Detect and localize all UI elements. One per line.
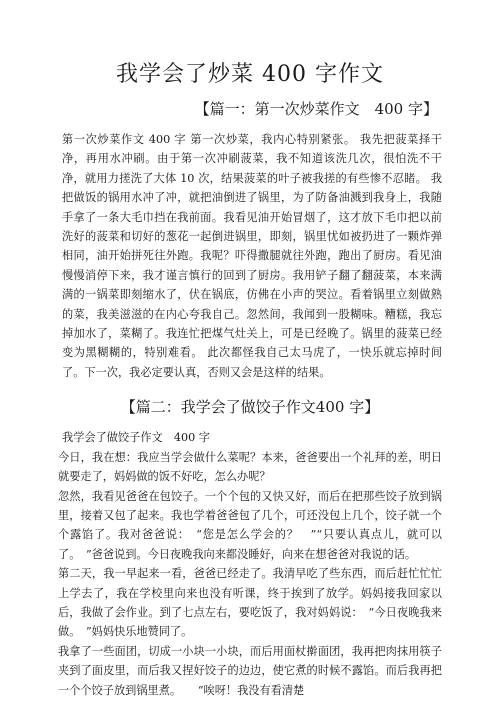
section2-paragraph-5: 我拿了一些面团，切成一小块一小块，而后用面杖擀面团，我再把肉抹用筷子夹到了面皮里，而后我又捏好饺子的边边，使它煮的时候不露馅。而后我再把一个个饺子放到锅里煮。 “唉呀！我没有看清楚: [58, 644, 442, 697]
document-title: 我学会了炒菜 400 字作文: [116, 62, 384, 87]
section1-paragraph: 第一次炒菜作文 400 字 第一次炒菜，我内心特别紧张。 我先把菠菜择干净，再用水冲刷。由于第一次冲刷菠菜，我不知道该洗几次，很怕洗不干净，就用力搓洗了大体 10 次，结果菠菜的叶子被我搓的有些惨不忍睹。 我把做饭的锅用水冲了冲，就把油倒进了锅里，为了防备油溅到我身上，我随手拿了一条大毛巾挡在我前面。我看见油开始冒烟了，这才放下毛巾把以前洗好的菠菜和切好的葱花一起倒进锅里，即刻，锅里忧如被扔进了一颗炸弹相同，油开始拼死往外跑。我呢？吓得撒腿就往外跑，跑出了厨房。看见油慢慢消停下来，我才谨言慎行的回到了厨房。我用铲子翻了翻菠菜，本来满满的一锅菜即刻缩水了，伏在锅底，仿佛在小声的哭泣。看着锅里立刻做熟的菜，我美滋滋的在内心夸我自己。忽然间，我闻到一股糊味。糟糕，我忘掉加水了，菜糊了。我连忙把煤气灶关上，可是已经晚了。锅里的菠菜已经变为黑糊糊的，特别难看。 此次都怪我自己太马虎了，一快乐就忘掉时间了。下一次，我必定要认真，否则又会是这样的结果。: [62, 133, 442, 379]
section2-heading: 【篇二：我学会了做饺子作文400 字】: [120, 398, 380, 417]
section1-heading: 【篇一：第一次炒菜作文 400 字】: [194, 100, 438, 118]
section2-paragraph-4: 第二天，我一早起来一看，爸爸已经走了。我清早吃了些东西，而后赶忙忙忙上学去了，我在学校里向来也没有听课，终于挨到了放学。妈妈接我回家以后，我做了会作业。到了七点左右，要吃饭了，我对妈妈说： “今日夜晚我来做。 ”妈妈快乐地赞同了。: [58, 567, 442, 639]
section2-paragraph-1: 我学会了做饺子作文 400 字: [62, 431, 210, 445]
section2-paragraph-2: 今日，我在想：我应当学会做什么菜呢？本来，爸爸要出一个礼拜的差，明日就要走了，妈妈做的饭不好吃，怎么办呢？: [58, 450, 442, 484]
section2-paragraph-3: 忽然，我看见爸爸在包饺子。一个个包的又快又好，而后在把那些饺子放到锅里，接着又包了起来。我也学着爸爸包了几个，可还没包上几个，饺子就一个个露馅了。我对爸爸说： “您是怎么学会的？ ”“只要认真点儿，就可以了。 ”爸爸说到。今日夜晚我向来都没睡好，向来在想爸爸对我说的话。: [58, 489, 442, 561]
